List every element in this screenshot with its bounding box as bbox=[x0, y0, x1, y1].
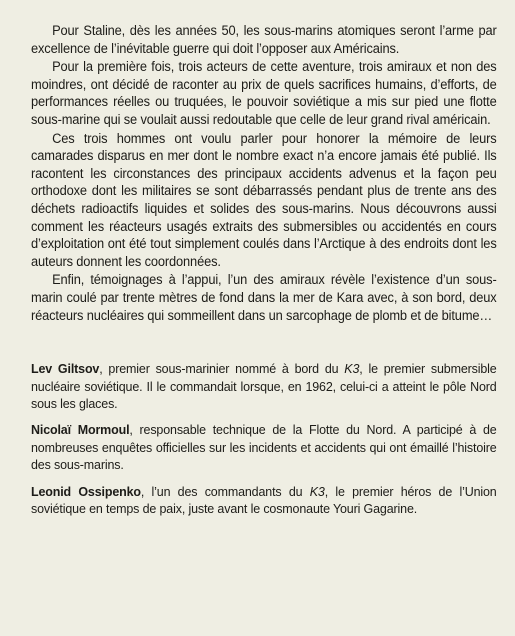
author-bio-giltsov bbox=[31, 360, 497, 412]
submarine-name: K3 bbox=[344, 361, 360, 377]
summary-text bbox=[31, 22, 497, 324]
summary-paragraph-3: Ces trois hommes ont voulu parler pour honorer la mémoire de leurs camarades disparus en mer dont le nombre exact n’a encore jamais été publié. Ils racontent les circonstances des principaux accidents advenus et la façon peu orthodoxe dont les militaires se sont débarrassés pendant plus de trente ans des déchets radioactifs liquides et solides des sous-marins. Nous découvrons aussi comment les réacteurs usagés extraits des submersibles ou accidentés en cours d’exploitation ont été tout simplement coulés dans l’Arctique à des endroits dont les auteurs donnent les coordonnées. bbox=[31, 130, 497, 269]
author-name: Leonid Ossipenko bbox=[31, 483, 141, 499]
author-bio-ossipenko bbox=[31, 483, 497, 518]
submarine-name: K3 bbox=[309, 483, 325, 499]
author-bio-mormoul bbox=[31, 421, 497, 473]
author-bio-text: , l’un des commandants du bbox=[140, 483, 310, 499]
summary-paragraph-4: Enfin, témoignages à l’appui, l’un des amiraux révèle l’existence d’un sous-marin coulé par trente mètres de fond dans la mer de Kara avec, à son bord, deux réacteurs nucléaires qui sommeillent dans un sarcophage de plomb et de bitume… bbox=[31, 272, 497, 323]
author-bio-text-end: , le premier héros de l’Union soviétique en temps de paix, juste avant le cosmonaute Youri Gagarine. bbox=[31, 483, 497, 516]
author-bios bbox=[31, 360, 497, 517]
summary-paragraph-2: Pour la première fois, trois acteurs de cette aventure, trois amiraux et non des moindres, ont décidé de raconter au prix de quels sacrifices humains, d’efforts, de performances réelles ou truquées, le pouvoir soviétique a mis sur pied une flotte sous-marine qui se voulait aussi redoutable que celle de leur grand rival américain. bbox=[31, 59, 497, 127]
summary-paragraph-1: Pour Staline, dès les années 50, les sous-marins atomiques seront l’arme par excellence de l’inévitable guerre qui doit l’opposer aux Américains. bbox=[31, 23, 497, 56]
author-bio-text: , premier sous-marinier nommé à bord du bbox=[99, 361, 345, 377]
author-name: Lev Giltsov bbox=[31, 361, 100, 377]
author-bio-text-end: , le premier submersible nucléaire soviétique. Il le commandait lorsque, en 1962, celui-ci a atteint le pôle Nord sous les glaces. bbox=[31, 361, 497, 411]
author-bio-text: , responsable technique de la Flotte du Nord. A participé à de nombreuses enquêtes officielles sur les incidents et accidents qui ont émaillé l’histoire des sous-marins. bbox=[31, 422, 497, 473]
author-name: Nicolaï Mormoul bbox=[31, 422, 130, 438]
